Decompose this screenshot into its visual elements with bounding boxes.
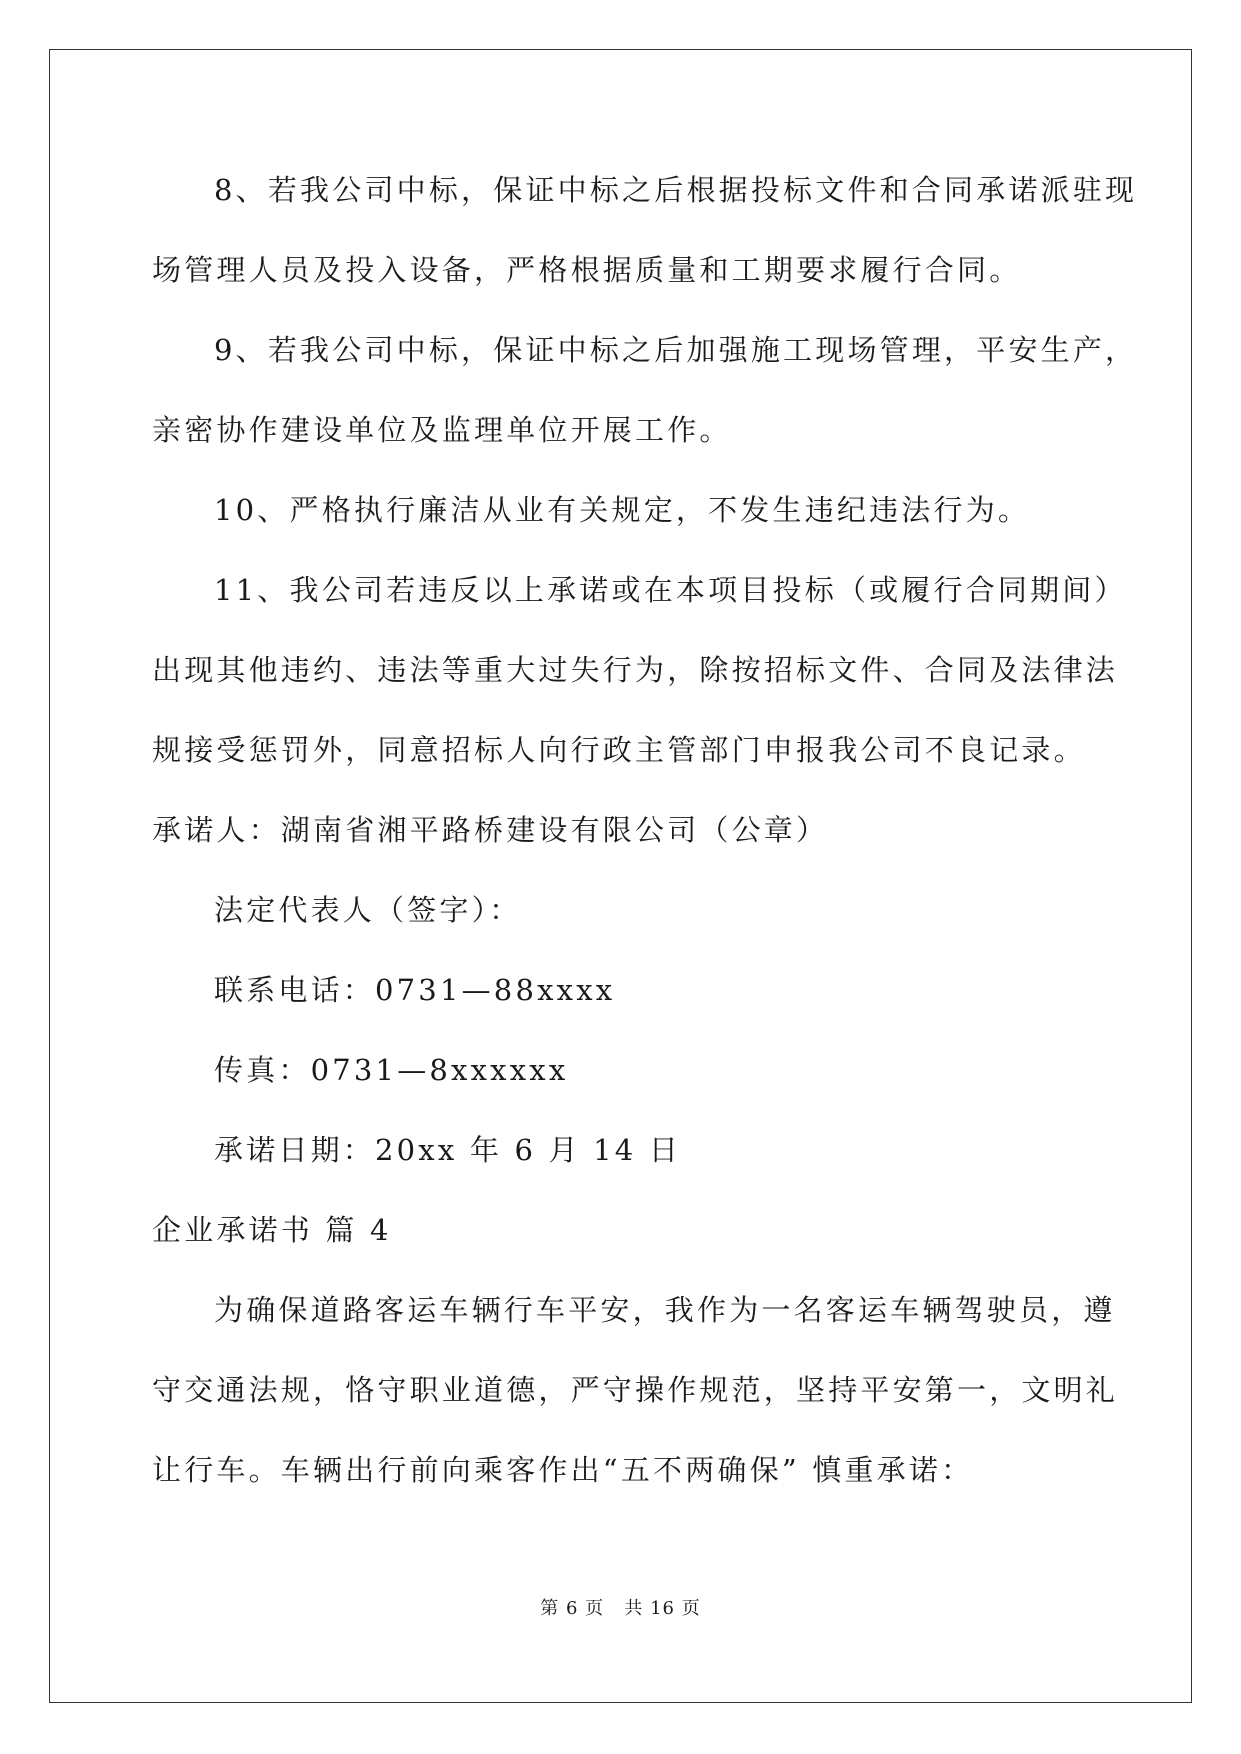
legal-representative-line: 法定代表人（签字）：: [214, 893, 522, 927]
fax-line: 传真：0731—8xxxxxx: [214, 1053, 569, 1087]
page-number-footer: 第 6 页 共 16 页: [540, 1598, 701, 1619]
paragraph-line: 出现其他违约、违法等重大过失行为，除按招标文件、合同及法律法: [152, 653, 1119, 687]
paragraph-line: 9、若我公司中标，保证中标之后加强施工现场管理，平安生产，: [214, 333, 1138, 367]
date-line: 承诺日期：20xx 年 6 月 14 日: [214, 1133, 682, 1167]
paragraph-line: 场管理人员及投入设备，严格根据质量和工期要求履行合同。: [152, 253, 1022, 287]
paragraph-line: 守交通法规，恪守职业道德，严守操作规范，坚持平安第一，文明礼: [152, 1373, 1119, 1407]
paragraph-line: 让行车。车辆出行前向乘客作出“五不两确保” 慎重承诺：: [152, 1453, 974, 1487]
phone-line: 联系电话：0731—88xxxx: [214, 973, 616, 1007]
paragraph-line: 规接受惩罚外，同意招标人向行政主管部门申报我公司不良记录。: [152, 733, 1086, 767]
paragraph-line: 8、若我公司中标，保证中标之后根据投标文件和合同承诺派驻现: [214, 173, 1138, 207]
paragraph-line: 亲密协作建设单位及监理单位开展工作。: [152, 413, 732, 447]
paragraph-line: 11、我公司若违反以上承诺或在本项目投标（或履行合同期间）: [214, 573, 1127, 607]
paragraph-line: 10、严格执行廉洁从业有关规定，不发生违纪违法行为。: [214, 493, 1031, 527]
paragraph-line: 为确保道路客运车辆行车平安，我作为一名客运车辆驾驶员，遵: [214, 1293, 1116, 1327]
promisor-line: 承诺人：湖南省湘平路桥建设有限公司（公章）: [152, 813, 829, 847]
section-heading: 企业承诺书 篇 4: [152, 1213, 392, 1247]
